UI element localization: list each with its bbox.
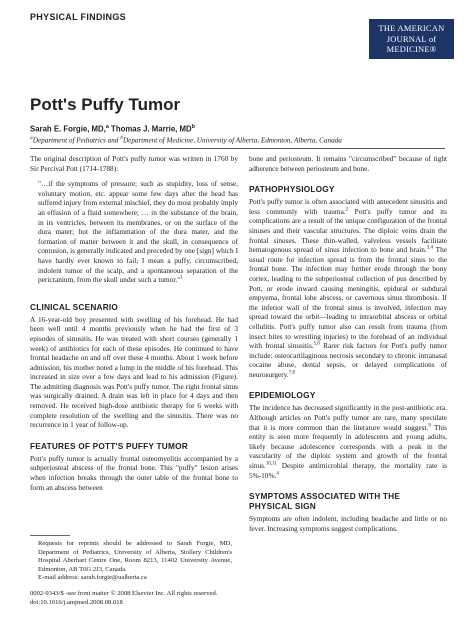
citation-ref: 9 xyxy=(428,423,431,429)
author-list xyxy=(30,124,195,134)
journal-logo xyxy=(369,19,454,59)
heading-line: SYMPTOMS ASSOCIATED WITH THE xyxy=(249,491,401,502)
symptoms-paragraph: Symptoms are often indolent, including headache and little or no fever. Increasing symptoms suggest complications. xyxy=(249,514,447,533)
text-run: Rarer risk factors for Pott's puffy tumor include: osteocartilaginous necrosis secondary to chronic intranasal cocaine abuse, dental sepsis, or delayed complications of neurosurgery. xyxy=(249,341,447,379)
text-run: The incidence has decreased significantly in the post-antibiotic era. Although articles on Pott's puffy tumor are rare, many speculate that it is more common than the literature would suggest. xyxy=(249,403,447,432)
citation-ref: 10,11 xyxy=(265,461,277,467)
journal-logo-line: THE AMERICAN xyxy=(378,23,445,33)
author-affil-marker: b xyxy=(191,124,196,130)
journal-logo-line: JOURNAL of xyxy=(386,33,437,44)
epidemiology-paragraph xyxy=(249,403,447,480)
copyright-line: 0002-9343/$ -see front matter © 2008 Elsevier Inc. All rights reserved. xyxy=(30,590,218,597)
right-column xyxy=(249,154,447,533)
citation-ref: 7,8 xyxy=(288,370,295,376)
journal-logo-line: MEDICINE® xyxy=(386,44,437,54)
doi-line: doi:10.1016/j.amjmed.2008.08.018 xyxy=(30,598,123,606)
copyright-block xyxy=(30,590,240,607)
footnote-text: Requests for reprints should be addressed to Sarah Forgie, MD, Department of Pediatrics, University of Alberta, Stollery Children's Hospital Aberhart Centre One, Room 8213, 11402 University Avenue, Edmonton, AB T6G 2J3, Canada. xyxy=(38,540,232,573)
affil-marker: b xyxy=(120,135,123,141)
section-heading-symptoms xyxy=(249,491,447,511)
footnote-divider xyxy=(30,535,70,536)
citation-ref: 4 xyxy=(276,471,279,477)
heading-line: PHYSICAL SIGN xyxy=(249,501,316,512)
text-run: Despite antimicrobial therapy, the mortality rate is 5%-10%. xyxy=(249,461,447,480)
citation-ref: 5,6 xyxy=(313,341,320,347)
text-run: The usual route for infection spread is from the frontal sinus to the frontal bone. The infection may further erode through the bony cortex, leading to the subperiosteal collection of pus described by Pott, or erode inward causing meningitis, epidural or subdural empyema, frontal lobe abscess, or cavernous sinus thrombosis. If the inferior wall of the frontal sinus is involved, infection may spread toward the orbit—leading to intraorbital abscess or orbital cellulitis. Pott's puffy tumor also can result from trauma (from insect bites to wrestling injuries) to the forehead of an individual with frontal sinusitis. xyxy=(249,245,447,351)
email-link[interactable]: sarah.forgie@ualberta.ca xyxy=(80,574,147,582)
affiliations xyxy=(30,135,342,144)
section-heading-epidemiology: EPIDEMIOLOGY xyxy=(249,390,316,401)
pott-quote xyxy=(38,179,238,285)
section-heading-features: FEATURES OF POTT'S PUFFY TUMOR xyxy=(30,440,188,451)
features-paragraph: Pott's puffy tumor is actually frontal osteomyelitis accompanied by a subperiosteal abscess of the frontal bone. This "puffy" lesion arises when infection breaks through the outer table of the frontal bone to form an abscess between xyxy=(30,453,238,492)
section-heading-pathophysiology: PATHOPHYSIOLOGY xyxy=(249,184,335,195)
email-label: E-mail address: xyxy=(38,574,81,582)
author-name: Sarah E. Forgie, MD, xyxy=(30,124,106,134)
section-heading-clinical: CLINICAL SCENARIO xyxy=(30,301,119,312)
text-run: Pott's puffy tumor is often associated with antecedent sinusitis and less commonly with trauma. xyxy=(249,197,447,216)
intro-paragraph: The original description of Pott's puffy tumor was written in 1760 by Sir Percival Pott (1714-1788): xyxy=(30,154,238,173)
text-run: Pott's puffy tumor and its complications are a result of the unique configuration of the frontal sinuses and their vascular structures. The diploic veins drain the frontal sinuses. These thin-walled, valveless vessels facilitate hematogenous spread of sinus infection to bone and brain. xyxy=(249,206,447,255)
article-title: Pott's Puffy Tumor xyxy=(30,95,181,114)
clinical-paragraph: A 16-year-old boy presented with swelling of his forehead. He had been well until 4 months previously when he had the first of 3 episodes of sinusitis. He was treated with short courses (generally 1 week) of antibiotics for each of these episodes. He continued to have frontal headache on and off over these 4 months. About 1 week before admission, his mother noted a lump in the middle of his forehead. This increased in size over a few days and lead to his admission (Figure). The admitting diagnosis was Pott's puffy tumor. The right frontal sinus was surgically drained. A drain was left in place for 4 days and then removed. He received high-dose antibiotic therapy for 6 weeks with complete resolution of the swelling and the sinusitis. There was no recurrence in 1 year of follow-up. xyxy=(30,314,238,430)
citation-ref: 2 xyxy=(345,207,349,213)
header-divider xyxy=(30,148,445,149)
pathophysiology-paragraph xyxy=(249,197,447,379)
quote-text: "…if the symptoms of pressure; such as stupidity, loss of sense, voluntary motion, etc. appear some few days after the head has suffered injury from external mischief, they do most probably imply an effusion of a fluid somewhere; … in the substance of the brain, in its ventricles, between its membranes, or on the surface of the dura mater; but the inflammation of the dura mater, and the formation of matter between it and the skull, in consequence of contusion, is generally indicated and preceded by one [sign] which I have hardly ever known to fail; I mean a puffy, circumscribed, indolent tumor of the scalp, and a spontaneous separation of the pericranium, from the skull under such a tumor." xyxy=(38,179,238,285)
affiliation-text: Department of Pediatrics and xyxy=(32,136,121,145)
text-run: This entity is seen more frequently in adolescents and young adults, likely because adolescence corresponds with a peak in the vascularity of the diploic system and growth of the frontal sinus. xyxy=(249,422,447,471)
author-name: Thomas J. Marrie, MD xyxy=(108,124,192,134)
affiliation-text: Department of Medicine, University of Alberta, Edmonton, Alberta, Canada xyxy=(122,136,342,145)
affil-marker: a xyxy=(30,135,33,141)
section-label: PHYSICAL FINDINGS xyxy=(30,12,126,22)
author-affil-marker: a xyxy=(105,124,109,130)
citation-ref: 3,4 xyxy=(426,245,433,251)
citation-ref: 1 xyxy=(180,275,183,281)
left-column xyxy=(30,154,238,492)
continuation-paragraph: bone and periosteum. It remains "circumscribed" because of tight adherence between periosteum and bone. xyxy=(249,154,447,173)
reprint-footnote xyxy=(38,540,232,583)
